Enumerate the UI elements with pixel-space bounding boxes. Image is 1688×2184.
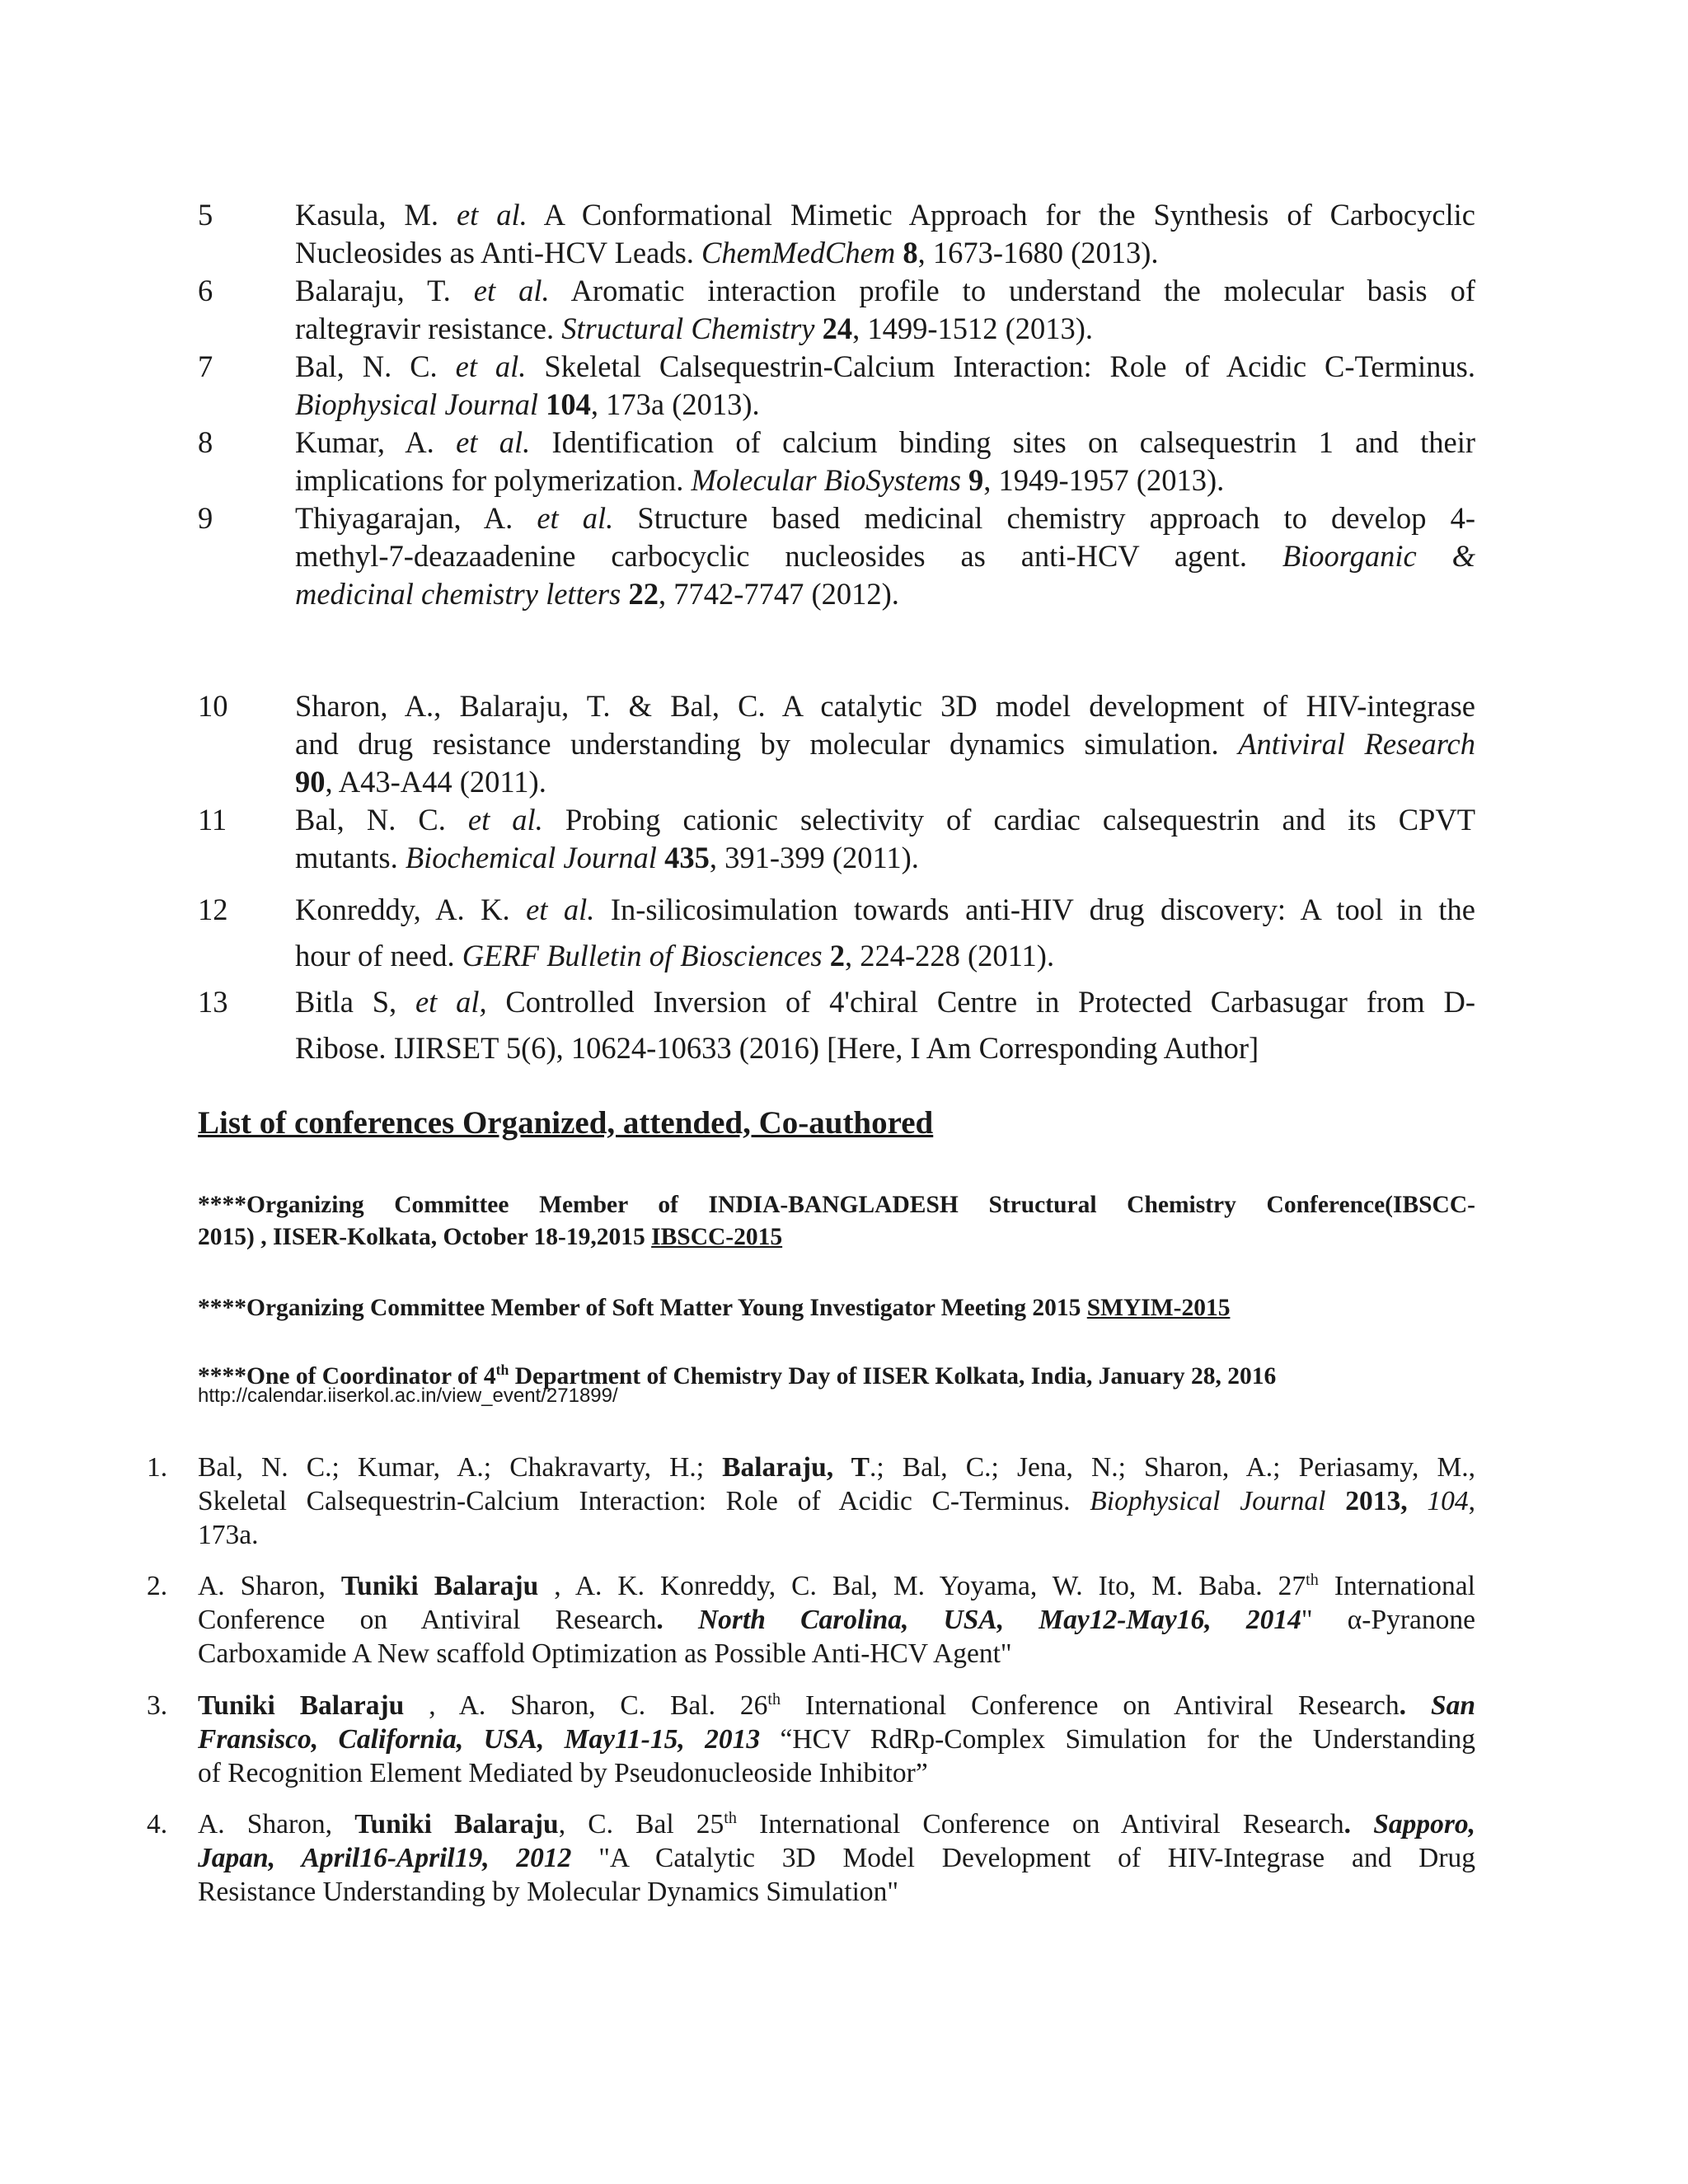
entry-number: 10 — [198, 689, 228, 723]
entry-number: 12 — [198, 893, 228, 926]
conferences-heading: List of conferences Organized, attended, Co-authored — [198, 1105, 934, 1141]
entry-text — [295, 348, 1475, 424]
italic-run: et al. — [456, 425, 531, 459]
item-text — [198, 1451, 1475, 1552]
italic-run: Bioorganic & — [1282, 539, 1475, 573]
item-number: 2. — [147, 1571, 168, 1601]
italic-run: medicinal chemistry letters — [295, 577, 621, 611]
item-text — [198, 1807, 1475, 1909]
italic-run: et al. — [467, 803, 543, 837]
italic-run: 104 — [1427, 1486, 1469, 1516]
entry-number: 9 — [198, 501, 213, 535]
text-line: Conference on Antiviral Research. North Carolina, USA, May12-May16, 2014" α-Pyranone — [198, 1605, 1475, 1635]
item-text — [198, 1689, 1475, 1790]
entry-number: 6 — [198, 274, 213, 307]
bold-run: . — [1343, 1809, 1352, 1840]
text-line: Konreddy, A. K. et al. In-silicosimulation towards anti-HIV drug discovery: A tool in the — [295, 893, 1475, 926]
italic-run: Biochemical Journal — [405, 841, 657, 874]
bold-run: Tuniki Balaraju — [198, 1690, 405, 1721]
text-line: Ribose. IJIRSET 5(6), 10624-10633 (2016) [Here, I Am Corresponding Author] — [295, 1031, 1259, 1065]
italic-run: et al. — [473, 274, 550, 307]
text-line: Resistance Understanding by Molecular Dynamics Simulation" — [198, 1877, 899, 1907]
ordinal-superscript: th — [767, 1690, 781, 1708]
text-line: ****Organizing Committee Member of Soft Matter Young Investigator Meeting 2015 SMYIM-2015 — [198, 1295, 1231, 1321]
ordinal-superscript: th — [724, 1808, 737, 1827]
text-line: Kasula, M. et al. A Conformational Mimetic Approach for the Synthesis of Carbocyclic — [295, 198, 1475, 232]
entry-text — [295, 272, 1475, 348]
entry-number: 13 — [198, 985, 228, 1019]
event-url: http://calendar.iiserkol.ac.in/view_event/271899/ — [198, 1385, 618, 1407]
bold-italic-run: Japan, April16-April19, 2012 — [198, 1843, 572, 1873]
italic-run: Biophysical Journal — [295, 387, 538, 421]
text-line: Carboxamide A New scaffold Optimization as Possible Anti-HCV Agent" — [198, 1638, 1012, 1669]
bold-run: . — [656, 1605, 663, 1635]
bold-run: 22 — [628, 577, 659, 611]
text-line: Tuniki Balaraju , A. Sharon, C. Bal. 26th International Conference on Antiviral Research. San — [198, 1690, 1476, 1721]
entry-text — [295, 801, 1475, 877]
bold-italic-run: Sapporo, — [1373, 1809, 1475, 1840]
text-line: Bal, N. C.; Kumar, A.; Chakravarty, H.; Balaraju, T.; Bal, C.; Jena, N.; Sharon, A.; Periasamy, M., — [198, 1452, 1475, 1483]
text-line: raltegravir resistance. Structural Chemistry 24, 1499-1512 (2013). — [295, 312, 1094, 345]
bold-italic-run: San — [1431, 1690, 1476, 1721]
item-text — [198, 1569, 1475, 1671]
text-line: Thiyagarajan, A. et al. Structure based medicinal chemistry approach to develop 4- — [295, 501, 1475, 535]
bold-run: Tuniki Balaraju — [354, 1809, 559, 1840]
text-line: medicinal chemistry letters 22, 7742-7747 (2012). — [295, 577, 899, 611]
bold-run: 8 — [903, 236, 918, 269]
text-line: Skeletal Calsequestrin-Calcium Interaction: Role of Acidic C-Terminus. Biophysical Journal 2013, 104, — [198, 1486, 1476, 1516]
bold-run: 90 — [295, 765, 326, 799]
italic-run: GERF Bulletin of Biosciences — [462, 939, 823, 972]
entry-text — [295, 424, 1475, 499]
italic-run: et al, — [415, 985, 487, 1019]
italic-run: et al. — [456, 198, 528, 232]
entry-text — [295, 499, 1475, 613]
text-line: Nucleosides as Anti-HCV Leads. ChemMedChem 8, 1673-1680 (2013). — [295, 236, 1159, 269]
text-line: of Recognition Element Mediated by Pseudonucleoside Inhibitor” — [198, 1758, 928, 1788]
text-line: ****Organizing Committee Member of INDIA-BANGLADESH Structural Chemistry Conference(IBSCC- — [198, 1192, 1475, 1218]
text-line: methyl-7-deazaadenine carbocyclic nucleosides as anti-HCV agent. Bioorganic & — [295, 539, 1475, 573]
text-line: Kumar, A. et al. Identification of calcium binding sites on calsequestrin 1 and their — [295, 425, 1475, 459]
committee-note — [198, 1189, 1475, 1254]
bold-run: 435 — [664, 841, 710, 874]
bold-run: 2 — [829, 939, 845, 972]
item-number: 4. — [147, 1809, 168, 1840]
bold-run: 2013, — [1345, 1486, 1408, 1516]
entry-number: 11 — [198, 803, 227, 837]
italic-run: ChemMedChem — [701, 236, 896, 269]
text-line: Japan, April16-April19, 2012 "A Catalytic 3D Model Development of HIV-Integrase and Drug — [198, 1843, 1475, 1873]
text-line: mutants. Biochemical Journal 435, 391-399 (2011). — [295, 841, 919, 874]
text-line: 173a. — [198, 1520, 259, 1550]
item-number: 1. — [147, 1452, 168, 1483]
text-line: Sharon, A., Balaraju, T. & Bal, C. A catalytic 3D model development of HIV-integrase — [295, 689, 1475, 723]
bold-italic-run: Fransisco, California, USA, May11-15, 2013 — [198, 1724, 761, 1755]
text-line: Bal, N. C. et al. Probing cationic selectivity of cardiac calsequestrin and its CPVT — [295, 803, 1476, 837]
bold-run: Tuniki Balaraju — [340, 1571, 539, 1601]
note-text — [198, 1292, 1475, 1324]
italic-run: Structural Chemistry — [561, 312, 815, 345]
text-line: Bitla S, et al, Controlled Inversion of 4'chiral Centre in Protected Carbasugar from D- — [295, 985, 1475, 1019]
entry-text — [295, 687, 1475, 801]
entry-text — [295, 196, 1475, 272]
item-number: 3. — [147, 1690, 168, 1721]
text-line: implications for polymerization. Molecular BioSystems 9, 1949-1957 (2013). — [295, 463, 1225, 497]
italic-run: et al. — [455, 349, 527, 383]
entry-number: 7 — [198, 349, 213, 383]
text-line: A. Sharon, Tuniki Balaraju , A. K. Konreddy, C. Bal, M. Yoyama, W. Ito, M. Baba. 27th International — [198, 1570, 1475, 1601]
italic-run: et al. — [537, 501, 614, 535]
bold-run: 24 — [822, 312, 853, 345]
underlined-link-text: SMYIM-2015 — [1086, 1295, 1231, 1321]
italic-run: Biophysical Journal — [1090, 1486, 1326, 1516]
text-line: 2015) , IISER-Kolkata, October 18-19,2015 IBSCC-2015 — [198, 1224, 783, 1250]
text-line: Bal, N. C. et al. Skeletal Calsequestrin-Calcium Interaction: Role of Acidic C-Terminus. — [295, 349, 1475, 383]
note-text — [198, 1189, 1475, 1254]
text-line: and drug resistance understanding by molecular dynamics simulation. Antiviral Research — [295, 727, 1475, 761]
entry-number: 5 — [198, 198, 213, 232]
entry-text — [295, 887, 1475, 979]
text-line: hour of need. GERF Bulletin of Biosciences 2, 224-228 (2011). — [295, 939, 1055, 972]
bold-italic-run: North Carolina, USA, May12-May16, 2014 — [697, 1605, 1301, 1635]
italic-run: et al. — [526, 893, 595, 926]
text-line: Fransisco, California, USA, May11-15, 2013 “HCV RdRp-Complex Simulation for the Understanding — [198, 1724, 1475, 1755]
text-line: Balaraju, T. et al. Aromatic interaction profile to understand the molecular basis of — [295, 274, 1476, 307]
text-line: A. Sharon, Tuniki Balaraju, C. Bal 25th International Conference on Antiviral Research. Sapporo, — [198, 1808, 1475, 1840]
bold-run: 9 — [968, 463, 984, 497]
bold-run: Balaraju, T — [722, 1452, 870, 1483]
text-line: Biophysical Journal 104, 173a (2013). — [295, 387, 760, 421]
text-line: ****One of Coordinator of 4th Department of Chemistry Day of IISER Kolkata, India, January 28, 2016 — [198, 1361, 1277, 1390]
underlined-link-text: IBSCC-2015 — [651, 1224, 783, 1250]
italic-run: Antiviral Research — [1238, 727, 1475, 761]
committee-note — [198, 1292, 1475, 1324]
entry-text — [295, 979, 1475, 1071]
ordinal-superscript: th — [495, 1361, 509, 1379]
italic-run: Molecular BioSystems — [691, 463, 961, 497]
entry-number: 8 — [198, 425, 213, 459]
ordinal-superscript: th — [1306, 1570, 1319, 1589]
bold-run: . — [1399, 1690, 1407, 1721]
bold-run: 104 — [546, 387, 591, 421]
text-line: 90, A43-A44 (2011). — [295, 765, 546, 799]
